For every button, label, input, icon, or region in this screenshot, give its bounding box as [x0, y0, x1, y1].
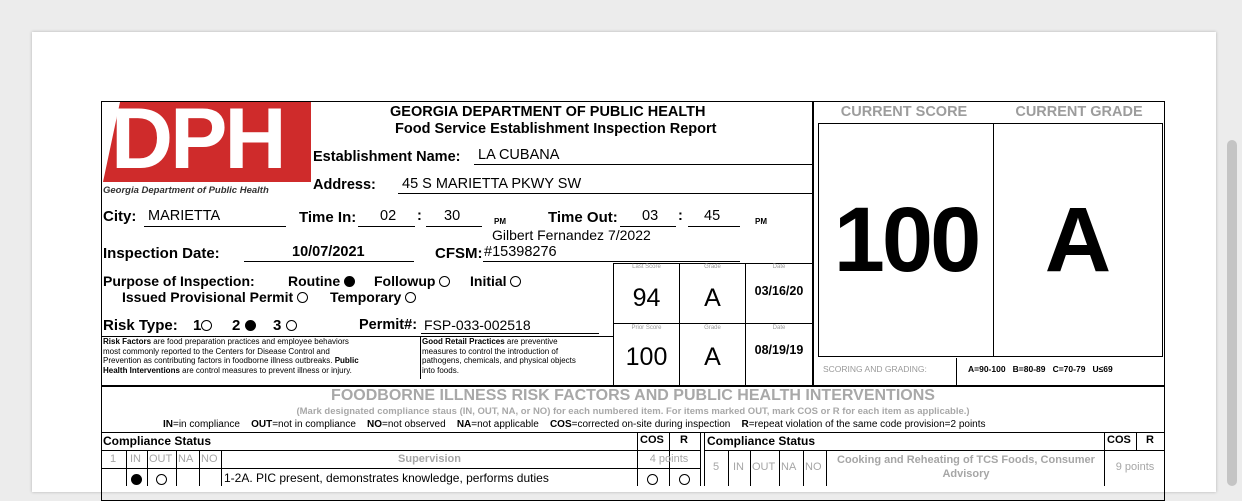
legend-in-def: =in compliance [173, 419, 240, 430]
time-in-ampm: PM [494, 217, 506, 226]
time-out-ampm: PM [755, 217, 767, 226]
legend-no-term: NO [367, 419, 383, 430]
points-right: 9 points [1115, 461, 1155, 473]
item-num-left: 1 [110, 453, 117, 465]
initial-radio[interactable] [510, 276, 521, 287]
permit-label: Permit#: [359, 317, 418, 333]
risk-3-radio[interactable] [286, 320, 297, 331]
legend-r-term: R [741, 419, 749, 430]
address-value: 45 S MARIETTA PKWY SW [402, 176, 582, 192]
provisional-label: Issued Provisional Permit [122, 289, 294, 305]
city-label: City: [103, 208, 137, 225]
followup-label: Followup [374, 273, 436, 289]
no-col-left: NO [201, 453, 218, 465]
routine-label: Routine [288, 273, 341, 289]
item1-in-radio[interactable] [131, 474, 142, 485]
current-grade: A [1044, 189, 1112, 291]
grp-text1: are preventive [504, 337, 558, 346]
risk-factors-definition [103, 337, 359, 375]
logo-caption: Georgia Department of Public Health [103, 185, 269, 196]
time-in-min: 30 [444, 208, 461, 224]
establishment-name: LA CUBANA [478, 147, 560, 163]
last-grade-label: Grade [704, 264, 721, 270]
risk-2-radio[interactable] [245, 320, 256, 331]
grp-text3: pathogens, chemicals, and physical objects [422, 356, 576, 365]
routine-radio[interactable] [344, 276, 355, 287]
cfsm-label: CFSM: [435, 245, 483, 262]
followup-radio[interactable] [439, 276, 450, 287]
time-in-colon: : [417, 208, 422, 224]
health-term: Health Interventions [103, 365, 180, 375]
risk-2-label: 2 [232, 317, 241, 334]
legend-na-def: =not applicable [471, 419, 539, 430]
risk-1-radio[interactable] [201, 320, 212, 331]
risk-factors-text1: are food preparation practices and employee behaviors [151, 337, 349, 346]
logo-letters: DPH [111, 102, 284, 182]
risk-2 [232, 317, 256, 334]
out-col-right: OUT [752, 461, 776, 473]
current-score: 100 [833, 189, 979, 291]
cos-left: COS [640, 434, 664, 446]
purpose-followup [374, 273, 450, 289]
inspection-date-label: Inspection Date: [103, 245, 220, 262]
cfsm-note: Gilbert Fernandez 7/2022 [492, 227, 651, 243]
initial-label: Initial [470, 273, 507, 289]
purpose-label: Purpose of Inspection: [103, 273, 255, 289]
item-num-right: 5 [713, 461, 720, 473]
health-text: are control measures to prevent illness or injury. [179, 365, 352, 375]
last-grade: A [704, 284, 721, 312]
legend-r-def: =repeat violation of the same code provision=2 points [748, 419, 986, 430]
item1-out-radio[interactable] [156, 474, 167, 485]
risk-factors-term: Risk Factors [103, 337, 152, 346]
r-right: R [1146, 434, 1154, 446]
prior-grade: A [704, 343, 721, 371]
grade-scale: A=90-100 B=80-89 C=70-79 U≤69 [968, 364, 1113, 374]
last-score: 94 [632, 284, 661, 312]
item1-label: 1-2A. PIC present, demonstrates knowledge, performs duties [224, 471, 549, 485]
temporary-radio[interactable] [405, 292, 416, 303]
out-col-left: OUT [149, 453, 173, 465]
time-out-label: Time Out: [548, 209, 618, 226]
current-grade-label: CURRENT GRADE [1015, 104, 1143, 120]
time-in-label: Time In: [299, 209, 357, 226]
risk-factors-text3: Prevention as contributing factors in foodborne illness outbreaks. [103, 356, 335, 365]
legend-na-term: NA [456, 419, 472, 430]
foodborne-title: FOODBORNE ILLNESS RISK FACTORS AND PUBLIC HEALTH INTERVENTIONS [331, 387, 935, 404]
risk-1 [193, 317, 212, 334]
legend-in-term: IN [163, 419, 173, 430]
permit-number: FSP-033-002518 [424, 317, 531, 333]
time-out-colon: : [678, 208, 683, 224]
risk-3 [273, 317, 297, 334]
purpose-initial [470, 273, 521, 289]
risk-factors-text2: most commonly reported to the Centers for Disease Control and [103, 346, 330, 356]
purpose-temporary [330, 289, 416, 305]
no-col-right: NO [805, 461, 822, 473]
in-col-right: IN [733, 461, 744, 473]
cooking-section: Cooking and Reheating of TCS Foods, Consumer Advisory [837, 454, 1095, 480]
city-value: MARIETTA [148, 208, 221, 224]
provisional-radio[interactable] [297, 292, 308, 303]
cos-right: COS [1107, 434, 1131, 446]
prior-score-label: Prior Score [631, 325, 662, 331]
prior-date: 08/19/19 [754, 343, 804, 357]
time-out-min: 45 [704, 208, 721, 224]
in-col-left: IN [130, 453, 141, 465]
prior-grade-label: Grade [704, 325, 721, 331]
establishment-label: Establishment Name: [313, 149, 461, 165]
supervision-section: Supervision [398, 453, 461, 465]
public-term: Public [334, 356, 359, 365]
legend-out-def: =not in compliance [272, 419, 356, 430]
time-in-hour: 02 [380, 208, 397, 224]
legend-out-term: OUT [251, 419, 273, 430]
time-out-hour: 03 [642, 208, 659, 224]
purpose-routine [288, 273, 355, 289]
item1-r-radio[interactable] [679, 474, 690, 485]
address-label: Address: [313, 177, 376, 193]
temporary-label: Temporary [330, 289, 402, 305]
points-left: 4 points [649, 453, 689, 465]
foodborne-instructions: (Mark designated compliance staus (IN, OUT, NA, or NO) for each numbered item. For items marked OUT, mark COS or R for each item as applicable.) [296, 406, 970, 417]
legend-cos-term: COS [549, 419, 572, 430]
grp-term: Good Retail Practices [422, 337, 505, 346]
cfsm-number: #15398276 [484, 244, 557, 260]
scoring-label: SCORING AND GRADING: [823, 364, 927, 374]
inspection-date: 10/07/2021 [292, 244, 365, 260]
na-col-right: NA [781, 461, 797, 473]
risk-1-label: 1 [193, 317, 202, 334]
compliance-status-right: Compliance Status [707, 434, 816, 448]
grp-text4: into foods. [422, 365, 459, 375]
prior-date-label: Date [772, 325, 786, 331]
last-date: 03/16/20 [754, 284, 804, 298]
compliance-status-left: Compliance Status [103, 434, 212, 448]
risk-3-label: 3 [273, 317, 282, 334]
purpose-provisional [122, 289, 308, 305]
dph-logo [103, 102, 311, 182]
scrollbar[interactable] [1227, 140, 1237, 486]
item1-cos-radio[interactable] [647, 474, 658, 485]
na-col-left: NA [178, 453, 194, 465]
legend-cos-def: =corrected on-site during inspection [571, 419, 731, 430]
legend-no-def: =not observed [382, 419, 446, 430]
agency-title: GEORGIA DEPARTMENT OF PUBLIC HEALTH [390, 104, 706, 120]
current-score-label: CURRENT SCORE [840, 104, 968, 120]
last-date-label: Date [772, 264, 786, 270]
grp-definition [422, 337, 576, 375]
compliance-legend [163, 419, 986, 430]
grp-text2: measures to control the introduction of [422, 346, 559, 356]
report-title: Food Service Establishment Inspection Report [395, 121, 717, 137]
prior-score: 100 [625, 343, 668, 371]
last-score-label: Last Score [632, 264, 661, 270]
r-left: R [680, 434, 688, 446]
risk-type-label: Risk Type: [103, 317, 178, 334]
